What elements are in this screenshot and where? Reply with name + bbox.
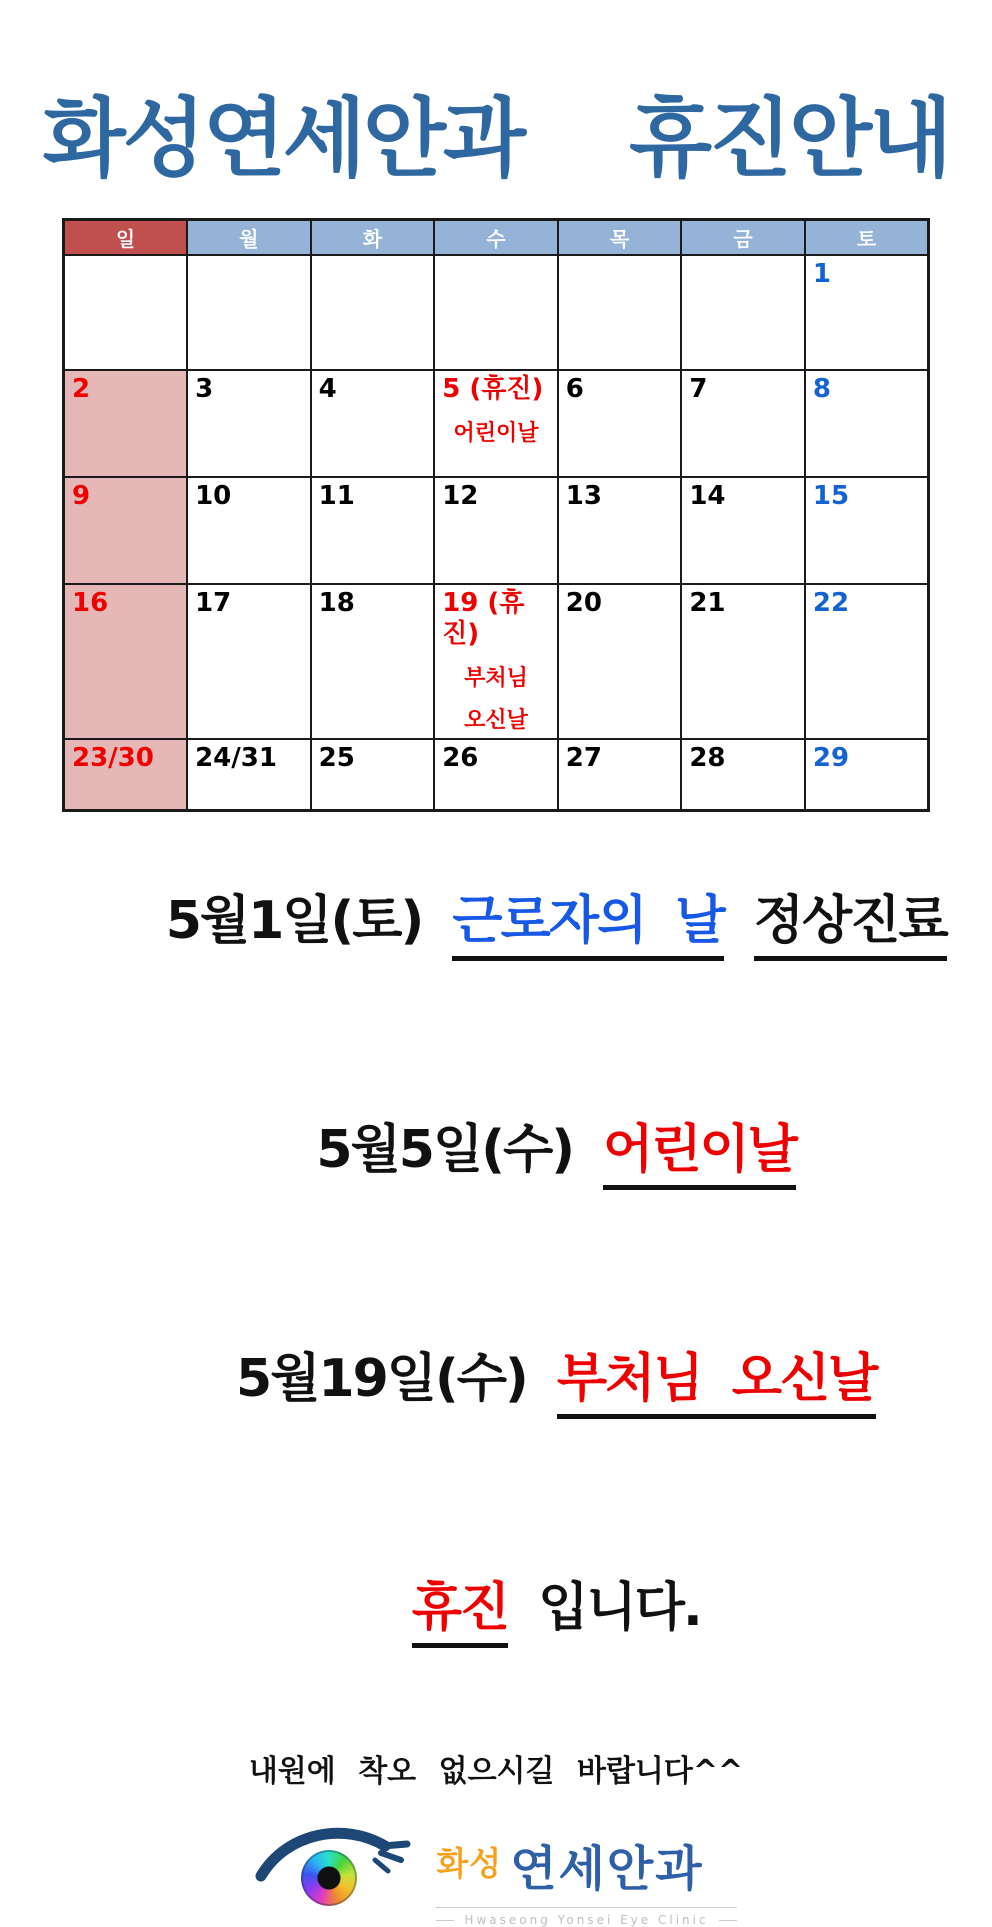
calendar-cell: [64, 370, 188, 477]
notice-line-closed: [0, 1511, 992, 1706]
calendar-cell: [311, 739, 435, 811]
calendar-cell: [681, 477, 805, 584]
date-number: 1: [812, 258, 831, 289]
calendar-cell: [187, 370, 311, 477]
calendar-week-row: [64, 255, 929, 370]
date-number: 17: [195, 587, 232, 618]
notice-segment-worker-day: 근로자의 날: [452, 891, 723, 961]
logo-yonsei-eye-clinic: 연세안과: [510, 1841, 704, 1898]
notice-segment-normal-care: 정상진료: [754, 891, 947, 961]
notice-segment-buddhas-birthday: 부처님 오신날: [557, 1349, 877, 1419]
calendar-cell: [311, 584, 435, 739]
date-number: 16: [72, 587, 109, 618]
notice-segment: 5월19일(수): [236, 1349, 557, 1410]
weekday-header: 월: [187, 219, 311, 255]
logo-english-text: Hwaseong Yonsei Eye Clinic: [464, 1913, 709, 1927]
calendar-cell: [187, 477, 311, 584]
date-number: 13: [565, 480, 602, 511]
logo-hwaseong: 화성: [436, 1844, 503, 1884]
notice-line-childrens-day: [0, 1053, 992, 1248]
date-number: 28: [689, 742, 726, 773]
caption-rule-left: [436, 1920, 454, 1921]
calendar-cell: [434, 739, 558, 811]
date-number: 22: [812, 587, 850, 618]
page-title: 화성연세안과 휴진안내: [42, 89, 950, 189]
weekday-header: 일: [64, 219, 188, 255]
notice-segment: 입니다.: [508, 1578, 701, 1639]
calendar-cell: [805, 370, 929, 477]
calendar-cell: [805, 477, 929, 584]
calendar-week-row: [64, 739, 929, 811]
calendar-cell: [434, 255, 558, 370]
calendar-cell: [558, 739, 682, 811]
calendar-cell: [558, 584, 682, 739]
weekday-header: 토: [805, 219, 929, 255]
notice-segment: [724, 891, 754, 951]
date-number: 23/30: [72, 742, 154, 773]
eye-icon: [255, 1816, 420, 1916]
holiday-label: 오신날: [464, 708, 528, 734]
date-number: 20: [565, 587, 602, 618]
date-number: 7: [689, 373, 708, 404]
weekday-header: 수: [434, 219, 558, 255]
notice-segment: 5월5일(수): [316, 1120, 604, 1181]
calendar-cell: [681, 255, 805, 370]
notice-line-worker-day: [0, 824, 992, 1019]
notice-segment-closed: 휴진: [412, 1578, 508, 1648]
calendar-cell: [558, 255, 682, 370]
calendar-cell: [681, 739, 805, 811]
calendar-cell-holiday: [434, 584, 558, 739]
calendar-week-row: [64, 370, 929, 477]
date-number: 10: [195, 480, 232, 511]
date-number: 2: [72, 373, 91, 404]
calendar-cell: [187, 255, 311, 370]
date-number: 11: [318, 480, 355, 511]
calendar-cell: [681, 584, 805, 739]
notice-segment: 5월1일(토): [165, 891, 453, 952]
calendar-cell-holiday: [434, 370, 558, 477]
date-number: 29: [812, 742, 850, 773]
date-number: 6: [565, 373, 584, 404]
date-number: 26: [442, 742, 479, 773]
calendar-cell: [434, 477, 558, 584]
calendar-cell: [805, 584, 929, 739]
weekday-header: 금: [681, 219, 805, 255]
date-number: 5 (휴진): [442, 373, 544, 404]
holiday-label: 부처님: [464, 665, 528, 691]
calendar-week-row: [64, 584, 929, 739]
calendar-cell: [64, 739, 188, 811]
logo-text: [436, 1816, 736, 1927]
calendar-cell: [681, 370, 805, 477]
weekday-header: 목: [558, 219, 682, 255]
calendar-cell: [64, 477, 188, 584]
date-number: 18: [318, 587, 355, 618]
clinic-logo: [0, 1816, 992, 1927]
notice-section: [0, 824, 992, 1706]
calendar-cell: [64, 584, 188, 739]
date-number: 8: [812, 373, 831, 404]
caption-rule-right: [719, 1920, 737, 1921]
date-number: 15: [812, 480, 850, 511]
calendar-header-row: [64, 219, 929, 255]
calendar-cell: [558, 477, 682, 584]
date-number: 4: [318, 373, 337, 404]
calendar-body: [64, 255, 929, 811]
calendar-cell: [187, 739, 311, 811]
weekday-header: 화: [311, 219, 435, 255]
date-number: 14: [689, 480, 726, 511]
date-number: 3: [195, 373, 214, 404]
calendar-week-row: [64, 477, 929, 584]
calendar-cell: [805, 255, 929, 370]
date-number: 19 (휴진): [442, 587, 525, 649]
calendar-cell: [558, 370, 682, 477]
date-number: 21: [689, 587, 726, 618]
notice-line-buddhas-birthday: [0, 1282, 992, 1477]
holiday-calendar: [62, 218, 930, 813]
date-number: 25: [318, 742, 355, 773]
logo-korean-name: [436, 1830, 736, 1899]
notice-segment-childrens-day: 어린이날: [603, 1120, 796, 1190]
date-number: 27: [565, 742, 602, 773]
holiday-label: 어린이날: [453, 420, 539, 446]
calendar-cell: [311, 477, 435, 584]
date-number: 12: [442, 480, 479, 511]
calendar-cell: [311, 370, 435, 477]
calendar-cell: [64, 255, 188, 370]
closing-note: 내원에 착오 없으시길 바랍니다^^: [248, 1754, 744, 1790]
calendar-cell: [805, 739, 929, 811]
weekday-header-row: [64, 219, 929, 255]
date-number: 9: [72, 480, 91, 511]
logo-english-caption: [436, 1907, 736, 1927]
date-number: 24/31: [195, 742, 277, 773]
calendar-cell: [187, 584, 311, 739]
calendar-cell: [311, 255, 435, 370]
